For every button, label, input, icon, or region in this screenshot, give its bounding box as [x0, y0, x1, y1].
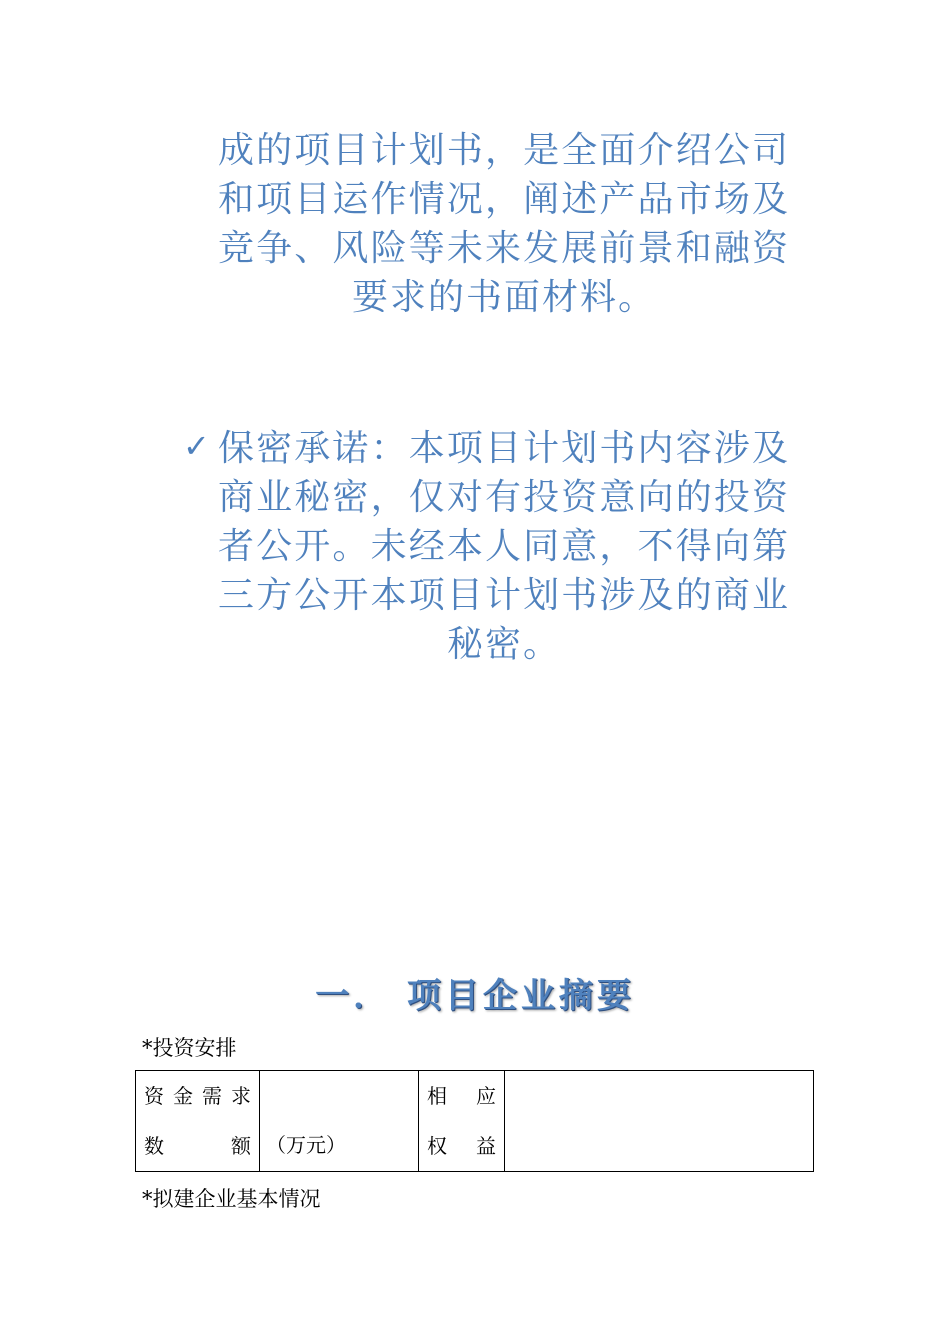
- fund-amount-cell: [260, 1071, 419, 1172]
- fund-label-line1: 资金需求: [144, 1084, 251, 1108]
- equity-label-cell: [419, 1071, 505, 1172]
- enterprise-label: *拟建企业基本情况: [142, 1187, 321, 1211]
- confidentiality-paragraph: 保密承诺：本项目计划书内容涉及商业秘密，仅对有投资意向的投资者公开。未经本人同意，不得向第三方公开本项目计划书涉及的商业秘密。: [218, 428, 790, 665]
- investment-label: *投资安排: [142, 1036, 237, 1060]
- section-heading: 一． 项目企业摘要: [315, 976, 635, 1016]
- fund-unit: （万元）: [266, 1133, 346, 1157]
- fund-demand-label-cell: [136, 1071, 260, 1172]
- intro-paragraph: 成的项目计划书，是全面介绍公司和项目运作情况，阐述产品市场及竞争、风险等未来发展前景和融资要求的书面材料。: [218, 130, 790, 318]
- equity-label-line2: 权益: [427, 1134, 496, 1158]
- investment-table: [135, 1070, 814, 1172]
- checkmark-icon: ✓: [183, 427, 210, 465]
- fund-label-line2: 数额: [144, 1134, 251, 1158]
- equity-label-line1: 相应: [427, 1084, 496, 1108]
- equity-value-cell: [505, 1071, 814, 1172]
